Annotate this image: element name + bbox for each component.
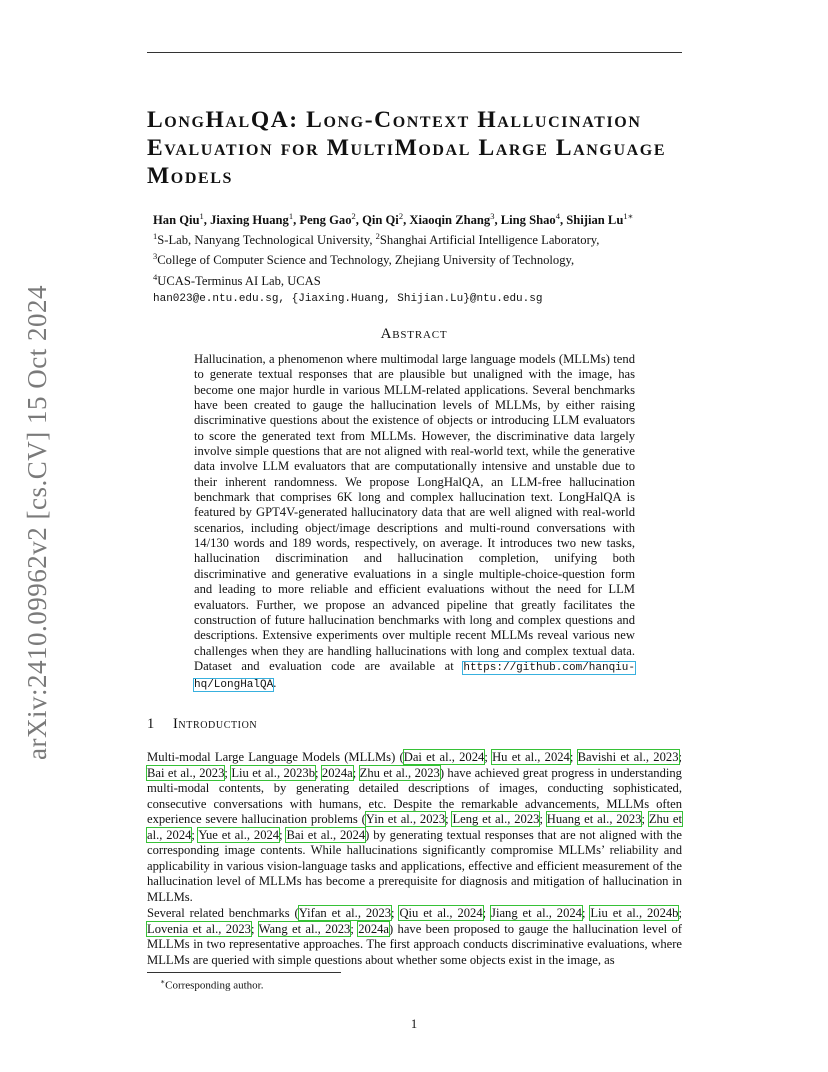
affiliation-text: UCAS-Terminus AI Lab, UCAS [157,273,321,288]
citation-link[interactable]: Hu et al., 2024 [492,750,570,764]
citation-link[interactable]: Huang et al., 2023 [546,812,642,826]
author-affiliation-mark: 1∗ [623,211,634,221]
paragraph-text: ; [484,750,493,764]
citation-link[interactable]: Leng et al., 2023 [452,812,540,826]
intro-paragraph-2 [147,906,682,968]
author-emails[interactable]: han023@e.ntu.edu.sg, {Jiaxing.Huang, Shijian.Lu}@ntu.edu.sg [153,292,543,305]
citation-link[interactable]: Jiang et al., 2024 [491,906,582,920]
author-name: Peng Gao [299,213,352,228]
affiliation-mark: 1 [153,231,158,242]
paragraph-text: ; [350,921,359,936]
paragraph-text: ) have been proposed to gauge the hallucination level of MLLMs in two representative approaches. The first approach conducts discriminative evaluations, where MLLMs are queried with simple questions about whether some objects exist in the image, as [147,921,682,967]
author-affiliation-mark: 3 [490,211,495,221]
paragraph-text: ; [482,906,492,920]
abstract-body [194,352,635,694]
footnote-rule [147,972,341,973]
paragraph-text: ; [224,765,232,780]
author-affiliation-mark: 4 [555,211,560,221]
affiliation-text: College of Computer Science and Technology, Zhejiang University of Technology, [157,253,575,268]
paragraph-text: ; [581,906,591,920]
citation-link[interactable]: Bai et al., 2024 [286,827,366,842]
author-name: Han Qiu [153,213,200,228]
affiliation-text: S-Lab, Nanyang Technological University, [157,233,376,248]
page-number: 1 [410,1017,418,1031]
citation-link[interactable]: Wang et al., 2023 [258,921,351,936]
code-link[interactable]: https://github.com/hanqiu-hq/LongHalQA [194,661,635,692]
citation-link[interactable]: Zhu et al., 2024 [147,812,683,842]
citation-link[interactable]: Bavishi et al., 2023 [577,750,679,764]
author-affiliation-mark: 2 [351,211,356,221]
citation-link[interactable]: Liu et al., 2023b [231,765,315,780]
author-name: Jiaxing Huang [210,213,289,228]
paragraph-text: ; [250,921,259,936]
abstract-text: Hallucination, a phenomenon where multimodal large language models (MLLMs) tend to generate textual responses that are plausible but unaligned with the image, has become one major hurdle in various MLLM-related applications. Several benchmarks have been created to gauge the hallucination levels of MLLMs, by either raising discriminative questions about the existence of objects or introducing LLM evaluators to score the generated text from MLLMs. However, the discriminative data largely involve simple questions that are not aligned with real-world text, while the generative data involve LLM evaluators that are computationally intensive and unstable due to their inherent randomness. We propose LongHalQA, an LLM-free hallucination benchmark that comprises 6K long and complex hallucination text. LongHalQA is featured by GPT4V-generated hallucinatory data that are well aligned with real-world scenarios, including object/image descriptions and multi-round conversations with 14/130 words and 189 words, respectively, on average. It introduces two new tasks, hallucination discrimination and hallucination completion, unifying both discriminative and generative evaluations in a single multiple-choice-question form and leading to more reliable and efficient evaluations without the need for LLM evaluators. Further, we propose an advanced pipeline that greatly facilitates the construction of future hallucination benchmarks with long and complex questions and descriptions. Extensive experiments over multiple recent MLLMs reveal various new challenges when they are handling hallucinations with long and complex textual data. Dataset and evaluation code are available at [194,352,635,673]
paragraph-text: ; [391,906,400,920]
citation-link[interactable]: Zhu et al., 2023 [359,765,440,780]
abstract-heading: Abstract [380,326,448,342]
citation-link[interactable]: 2024a [358,921,389,936]
footnote [160,977,264,992]
paragraph-text: ; [569,750,578,764]
intro-paragraph-1 [147,750,682,905]
citation-link[interactable]: Qiu et al., 2024 [399,906,483,920]
paragraph-text: Several related benchmarks ( [147,906,299,920]
paragraph-text: ; [445,812,453,826]
author-name: Shijian Lu [566,213,624,228]
author-name: Qin Qi [362,213,399,228]
section-title: Introduction [173,716,258,732]
section-heading [147,716,257,733]
author-affiliation-mark: 1 [199,211,204,221]
paragraph-text: ; [678,906,682,920]
citation-link[interactable]: Bai et al., 2023 [147,765,225,780]
paragraph-text: ; [678,750,682,764]
footnote-text: Corresponding author. [165,979,264,992]
paragraph-text: ; [279,827,287,842]
author-block [153,208,693,307]
author-name: Ling Shao [500,213,556,228]
paragraph-text: ; [191,827,199,842]
author-names: Han Qiu$^1$, Jiaxing Huang$^1$, Peng Gao$^2$, Qin Qi$^2$, Xiaoqin Zhang$^3$, Ling Shao$^4$, Shijian $Lu^{1∗}$ [153,211,634,228]
affiliation-line-2 [153,248,693,268]
paragraph-text: ; [315,765,322,780]
affiliation-line-3 [153,269,693,289]
affiliation-text: Shanghai Artificial Intelligence Laboratory, [379,233,600,248]
citation-link[interactable]: Liu et al., 2024b [590,906,679,920]
affiliation-mark: 3 [153,251,158,262]
paragraph-text: ; [352,765,360,780]
author-affiliation-mark: 1 [288,211,294,221]
abstract-end: . [273,676,277,691]
arxiv-stamp[interactable]: arXiv:2410.09962v2 [cs.CV] 15 Oct 2024 [22,285,52,760]
citation-link[interactable]: Yifan et al., 2023 [298,906,392,920]
citation-link[interactable]: Yue et al., 2024 [198,827,280,842]
paragraph-text: ; [539,812,547,826]
paragraph-text: ) have achieved great progress in understanding multi-modal contents, by generating detailed descriptions of images, conducting sophisticated, consecutive conversations with humans, etc. Despite the remarkable advancements, MLLMs often experience severe hallucination problems ( [147,765,682,826]
affiliation-line-1 [153,228,693,248]
paragraph-text: ) by generating textual responses that are not aligned with the corresponding image contents. While hallucinations significantly compromise MLLMs’ reliability and applicability in various vision-language tasks and applications, effective and efficient measurement of the hallucination level of MLLMs has become a prerequisite for diagnosis and mitigation of hallucination in MLLMs. [147,827,682,904]
citation-link[interactable]: Lovenia et al., 2023 [147,921,251,936]
citation-link[interactable]: Dai et al., 2024 [403,750,485,764]
paragraph-text: Multi-modal Large Language Models (MLLMs) ( [147,750,404,764]
author-affiliation-mark: 2 [398,211,404,221]
citation-link[interactable]: 2024a [321,765,353,780]
affiliation-mark: 2 [375,231,380,242]
top-rule [147,52,682,53]
section-number: 1 [147,716,155,732]
paper-title: LongHalQA: Long-Context Hallucination Evaluation for MultiModal Large Language Models [147,107,667,189]
paragraph-text: ; [641,812,649,826]
citation-link[interactable]: Yin et al., 2023 [365,812,446,826]
affiliation-mark: 4 [153,271,158,282]
author-name: Xiaoqin Zhang [409,213,491,228]
footnote-mark: ∗ [160,977,166,986]
